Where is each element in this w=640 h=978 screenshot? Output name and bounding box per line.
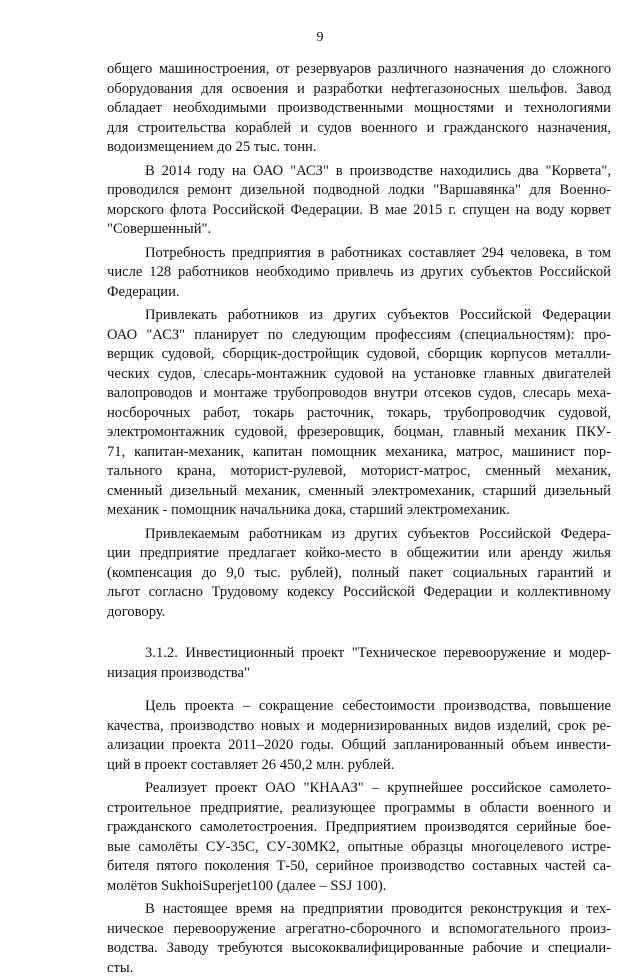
paragraph	[107, 306, 611, 521]
text-line: Реализует проект ОАО "КНААЗ" – крупнейшее российское самолето-	[107, 779, 611, 799]
text-line: качества, производство новых и модернизированных видов изделий, срок ре-	[107, 717, 611, 737]
text-line: сменный дизельный механик, сменный электромеханик, старший дизельный	[107, 482, 611, 502]
text-line: водства. Заводу требуются высококвалифицированные рабочие и специали-	[107, 939, 611, 959]
text-line: Федерации.	[107, 283, 611, 303]
text-line: ций в проект составляет 26 450,2 млн. рублей.	[107, 756, 611, 776]
text-line: низация производства"	[107, 664, 611, 684]
text-line: (компенсация до 9,0 тыс. рублей), полный пакет социальных гарантий и	[107, 564, 611, 584]
text-line: ализации проекта 2011–2020 годы. Общий запланированный объем инвести-	[107, 736, 611, 756]
text-line: водоизмещением до 25 тыс. тонн.	[107, 138, 611, 158]
paragraph	[107, 779, 611, 896]
text-line: для строительства кораблей и судов военного и гражданского назначения,	[107, 119, 611, 139]
text-line: механик - помощник начальника дока, старший электромеханик.	[107, 501, 611, 521]
text-line: Цель проекта – сокращение себестоимости производства, повышение	[107, 697, 611, 717]
text-line: В 2014 году на ОАО "АСЗ" в производстве находились два "Корвета",	[107, 162, 611, 182]
text-line: вые самолёты СУ-35С, СУ-30МК2, опытные образцы многоцелевого истре-	[107, 838, 611, 858]
text-line: оборудования для освоения и разработки нефтегазоносных шельфов. Завод	[107, 80, 611, 100]
text-line: морского флота Российской Федерации. В мае 2015 г. спущен на воду корвет	[107, 201, 611, 221]
paragraph	[107, 900, 611, 978]
document-body	[107, 60, 611, 978]
paragraph	[107, 244, 611, 303]
text-line: Привлекаемым работникам из других субъектов Российской Федера-	[107, 525, 611, 545]
text-line: электромонтажник судовой, фрезеровщик, боцман, главный механик ПКУ-	[107, 423, 611, 443]
text-line: носборочных работ, токарь расточник, токарь, трубопроводчик судовой,	[107, 404, 611, 424]
text-line: проводился ремонт дизельной подводной лодки "Варшавянка" для Военно-	[107, 181, 611, 201]
text-line: бителя пятого поколения Т-50, серийное производство составных частей са-	[107, 857, 611, 877]
text-line: обладает необходимыми производственными мощностями и технологиями	[107, 99, 611, 119]
paragraph	[107, 60, 611, 158]
text-line: "Совершенный".	[107, 220, 611, 240]
text-line: молётов SukhoiSuperjet100 (далее – SSJ 100).	[107, 877, 611, 897]
paragraph	[107, 162, 611, 240]
text-line: валопроводов и монтаже трубопроводов внутри отсеков судов, слесарь меха-	[107, 384, 611, 404]
text-line: договору.	[107, 603, 611, 623]
text-line: верщик судовой, сборщик-достройщик судовой, сборщик корпусов металли-	[107, 345, 611, 365]
section-heading	[107, 644, 611, 683]
text-line: строительное предприятие, реализующее программы в области военного и	[107, 799, 611, 819]
text-line: сты.	[107, 959, 611, 978]
text-line: тального крана, моторист-рулевой, моторист-матрос, сменный механик,	[107, 462, 611, 482]
text-line: ции предприятие предлагает койко-место в общежитии или аренду жилья	[107, 544, 611, 564]
text-line: льгот согласно Трудовому кодексу Российской Федерации и коллективному	[107, 583, 611, 603]
text-line: ническое перевооружение агрегатно-сборочного и вспомогательного произ-	[107, 920, 611, 940]
paragraph	[107, 525, 611, 623]
paragraph	[107, 697, 611, 775]
text-line: Потребность предприятия в работниках составляет 294 человека, в том	[107, 244, 611, 264]
text-line: В настоящее время на предприятии проводится реконструкция и тех-	[107, 900, 611, 920]
text-line: 71, капитан-механик, капитан помощник механика, матрос, машинист пор-	[107, 443, 611, 463]
text-line: ческих судов, слесарь-монтажник судовой на установке главных двигателей	[107, 365, 611, 385]
text-line: общего машиностроения, от резервуаров различного назначения до сложного	[107, 60, 611, 80]
text-line: гражданского самолетостроения. Предприятием производятся серийные бое-	[107, 818, 611, 838]
page-number: 9	[0, 30, 640, 46]
text-line: ОАО "АСЗ" планирует по следующим профессиям (специальностям): про-	[107, 326, 611, 346]
text-line: числе 128 работников необходимо привлечь из других субъектов Российской	[107, 263, 611, 283]
text-line: Привлекать работников из других субъектов Российской Федерации	[107, 306, 611, 326]
text-line: 3.1.2. Инвестиционный проект "Техническое перевооружение и модер-	[107, 644, 611, 664]
